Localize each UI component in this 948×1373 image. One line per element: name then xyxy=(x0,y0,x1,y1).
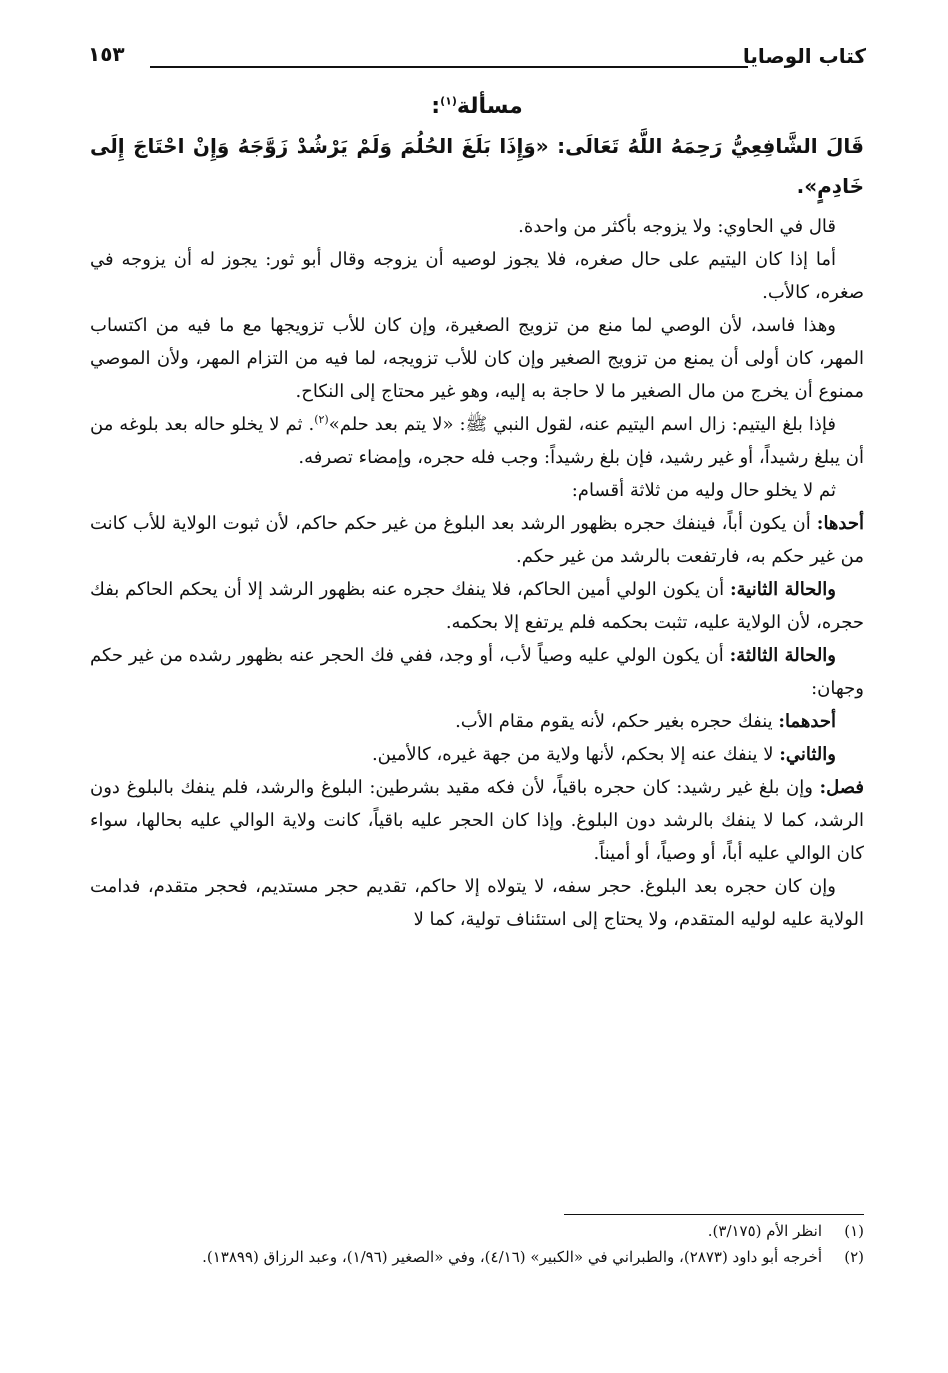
paragraph-8-lead: والحالة الثالثة: xyxy=(729,645,836,666)
paragraph-10 xyxy=(90,738,864,771)
paragraph-2: أما إذا كان اليتيم على حال صغره، فلا يجوز لوصيه أن يزوجه وقال أبو ثور: يجوز له أن يزوجه في صغره، كالأب. xyxy=(90,249,864,303)
section-title-colon: : xyxy=(431,94,441,119)
section-title: مسألة xyxy=(456,94,523,119)
paragraph-6-lead: أحدها: xyxy=(816,513,864,534)
paragraph-11 xyxy=(90,771,864,870)
paragraph-9 xyxy=(90,705,864,738)
paragraph-6 xyxy=(90,507,864,573)
paragraph-9-lead: أحدهما: xyxy=(778,711,836,732)
paragraph-7 xyxy=(90,573,864,639)
book-title: كتاب الوصايا xyxy=(742,44,866,68)
paragraph-6-text: أن يكون أباً، فينفك حجره بظهور الرشد بعد البلوغ من غير حكم حاكم، لأن ثبوت الولاية للأب كانت من غير حكم به، فارتفعت بالرشد من غير حكم. xyxy=(90,513,864,567)
footnotes xyxy=(90,1218,864,1270)
shafii-quote: قَالَ الشَّافِعِيُّ رَحِمَهُ اللَّهُ تَعَالَى: «وَإِذَا بَلَغَ الحُلُمَ وَلَمْ يَرْشُدْ زَوَّجَهُ وَإِنْ احْتَاجَ إِلَى خَادِمٍ». xyxy=(90,134,864,198)
paragraph-7-text: أن يكون الولي أمين الحاكم، فلا ينفك حجره عنه بظهور الرشد إلا أن يحكم الحاكم بفك حجره، لأن الولاية عليه، تثبت بحكمه فلم يرتفع إلا بحكمه. xyxy=(90,579,864,633)
header-rule xyxy=(150,66,748,68)
paragraph-11-text: وإن بلغ غير رشيد: كان حجره باقياً، لأن فكه مقيد بشرطين: البلوغ والرشد، فلم ينفك بالبلوغ دون الرشد، كما لا ينفك بالرشد دون البلوغ. وإذا كان الحجر عليه باقياً، كانت ولاية الوالي عليه بحالها، سواء كان الوالي عليه أباً، أو وصياً، أو أميناً. xyxy=(90,777,864,864)
paragraph-5: ثم لا يخلو حال وليه من ثلاثة أقسام: xyxy=(571,480,836,501)
footnote-number: (١) xyxy=(844,1222,864,1240)
paragraph-4-text-a: فإذا بلغ اليتيم: زال اسم اليتيم عنه، لقول النبي ﷺ: «لا يتم بعد حلم» xyxy=(328,414,836,435)
paragraph-8-text: أن يكون الولي عليه وصياً لأب، أو وجد، ففي فك الحجر عنه بظهور رشده من غير حكم وجهان: xyxy=(90,645,864,699)
paragraph-3: وهذا فاسد، لأن الوصي لما منع من تزويج الصغيرة، وإن كان للأب تزويجها مع ما فيه من اكتساب المهر، كان أولى أن يمنع من تزويج الصغير وإن كان للأب تزويجه، لما فيه من التزام المهر، ولأن الموصي ممنوع أن يخرج من مال الصغير ما لا حاجة به إليه، وهو غير محتاج إلى النكاح. xyxy=(90,315,864,402)
footnote-ref-2[interactable]: (٢) xyxy=(314,413,329,426)
paragraph-10-lead: والثاني: xyxy=(779,744,836,765)
footnote-text: أخرجه أبو داود (٢٨٧٣)، والطبراني في «الكبير» (٤/١٦)، وفي «الصغير (١/٩٦)، وعبد الرزاق (١٣٨٩٩). xyxy=(202,1248,822,1266)
footnote-1 xyxy=(90,1218,864,1244)
paragraph-4-text-b: . ثم لا يخلو حاله بعد بلوغه من أن يبلغ رشيداً، أو غير رشيد، فإن بلغ رشيداً: وجب فله حجره، وإمضاء تصرفه. xyxy=(90,414,864,468)
footnote-rule xyxy=(564,1214,864,1215)
footnote-number: (٢) xyxy=(844,1248,864,1266)
paragraph-4 xyxy=(90,408,864,474)
section-heading xyxy=(90,88,864,126)
footnote-ref-1[interactable]: (١) xyxy=(440,94,457,108)
paragraph-12: وإن كان حجره بعد البلوغ. حجر سفه، لا يتولاه إلا حاكم، تقديم حجر مستديم، فحجر متقدم، فدامت الولاية عليه لوليه المتقدم، ولا يحتاج إلى استئناف تولية، كما لا xyxy=(90,876,864,930)
footnote-text: انظر الأم (٣/١٧٥). xyxy=(707,1222,822,1240)
paragraph-7-lead: والحالة الثانية: xyxy=(730,579,836,600)
footnote-2 xyxy=(90,1244,864,1270)
paragraph-8 xyxy=(90,639,864,705)
paragraph-10-text: لا ينفك عنه إلا بحكم، لأنها ولاية من جهة غيره، كالأمين. xyxy=(371,744,780,765)
running-header xyxy=(88,38,866,78)
page-number: ١٥٣ xyxy=(88,42,125,66)
body-text xyxy=(90,88,864,936)
paragraph-9-text: ينفك حجره بغير حكم، لأنه يقوم مقام الأب. xyxy=(455,711,779,732)
paragraph-11-lead: فصل: xyxy=(819,777,865,798)
paragraph-1: قال في الحاوي: ولا يزوجه بأكثر من واحدة. xyxy=(518,216,836,237)
